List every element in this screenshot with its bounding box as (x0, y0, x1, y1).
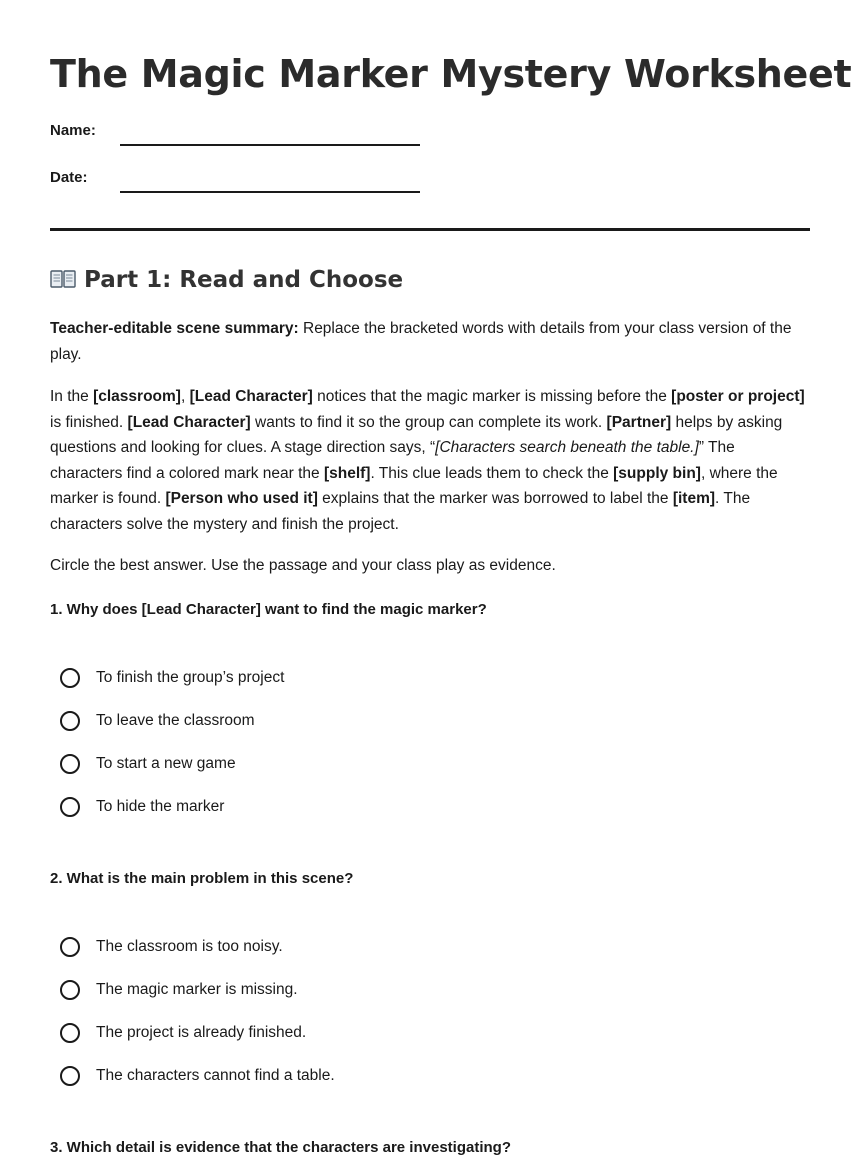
editable-placeholder: [item] (672, 490, 716, 507)
date-label: Date: (50, 169, 88, 186)
name-label: Name: (50, 122, 96, 139)
summary-label: Teacher-editable scene summary: (50, 320, 299, 337)
passage-text: helps by asking questions and looking for clues. A stage direction says, “ (50, 413, 783, 456)
instructions: Circle the best answer. Use the passage and your class play as evidence. (50, 557, 556, 574)
answer-option[interactable] (60, 934, 283, 960)
part1-heading-text: Part 1: Read and Choose (84, 267, 404, 293)
editable-placeholder: [supply bin] (613, 464, 701, 482)
question-prompt: 3. Which detail is evidence that the characters are investigating? (50, 1139, 511, 1156)
passage-text: ” The characters find a colored mark near the (50, 439, 735, 482)
passage-text: notices that the magic marker is missing before the (312, 388, 672, 405)
answer-option-label: To start a new game (96, 755, 236, 772)
name-blank-line[interactable] (120, 144, 420, 146)
answer-option[interactable] (60, 1020, 306, 1046)
passage-text: is finished. (50, 413, 128, 431)
answer-circle-icon[interactable] (60, 754, 80, 774)
answer-option[interactable] (60, 1063, 335, 1089)
scene-passage (50, 384, 810, 537)
answer-option-label: To finish the group’s project (96, 669, 285, 686)
answer-option-label: The classroom is too noisy. (96, 938, 283, 955)
date-blank-line[interactable] (120, 191, 420, 193)
stage-direction: [Characters search beneath the table.] (435, 439, 699, 456)
answer-circle-icon[interactable] (60, 1023, 80, 1043)
editable-placeholder: [shelf] (323, 464, 371, 482)
passage-text: wants to find it so the group can complete its work. (250, 413, 607, 431)
answer-circle-icon[interactable] (60, 980, 80, 1000)
question-prompt: 1. Why does [Lead Character] want to find the magic marker? (50, 601, 487, 618)
editable-placeholder: [Lead Character] (127, 413, 251, 431)
answer-circle-icon[interactable] (60, 1066, 80, 1086)
editable-placeholder: [poster or project] (671, 388, 805, 405)
answer-option[interactable] (60, 708, 255, 734)
question-prompt: 2. What is the main problem in this scene? (50, 870, 354, 887)
part1-heading (50, 265, 403, 295)
answer-circle-icon[interactable] (60, 937, 80, 957)
editable-placeholder: [classroom] (93, 388, 181, 405)
worksheet-title: The Magic Marker Mystery Worksheet (50, 52, 852, 96)
passage-text: , where the marker is found. (50, 464, 778, 507)
answer-option-label: The project is already finished. (96, 1024, 307, 1041)
answer-circle-icon[interactable] (60, 711, 80, 731)
answer-option-label: To hide the marker (96, 798, 225, 815)
editable-placeholder: [Lead Character] (189, 388, 313, 405)
passage-text: . The characters solve the mystery and finish the project. (50, 490, 751, 533)
answer-circle-icon[interactable] (60, 797, 80, 817)
editable-placeholder: [Person who used it] (165, 490, 318, 507)
date-field-row (50, 169, 430, 199)
answer-option-label: The magic marker is missing. (96, 981, 298, 998)
answer-option-label: To leave the classroom (96, 712, 255, 729)
passage-text: explains that the marker was borrowed to label the (317, 490, 673, 507)
summary-paragraph (50, 316, 810, 367)
answer-option[interactable] (60, 977, 298, 1003)
answer-option[interactable] (60, 665, 284, 691)
answer-circle-icon[interactable] (60, 668, 80, 688)
passage-text: In the (50, 388, 94, 405)
answer-option[interactable] (60, 794, 224, 820)
header-divider (50, 228, 810, 231)
open-book-icon (50, 267, 76, 287)
passage-text: , (180, 388, 190, 405)
answer-option[interactable] (60, 751, 236, 777)
answer-option-label: The characters cannot find a table. (96, 1067, 335, 1084)
summary-text: Replace the bracketed words with details from your class version of the play. (50, 320, 792, 363)
editable-placeholder: [Partner] (606, 413, 672, 431)
name-field-row (50, 122, 430, 152)
passage-text: . This clue leads them to check the (370, 464, 614, 482)
